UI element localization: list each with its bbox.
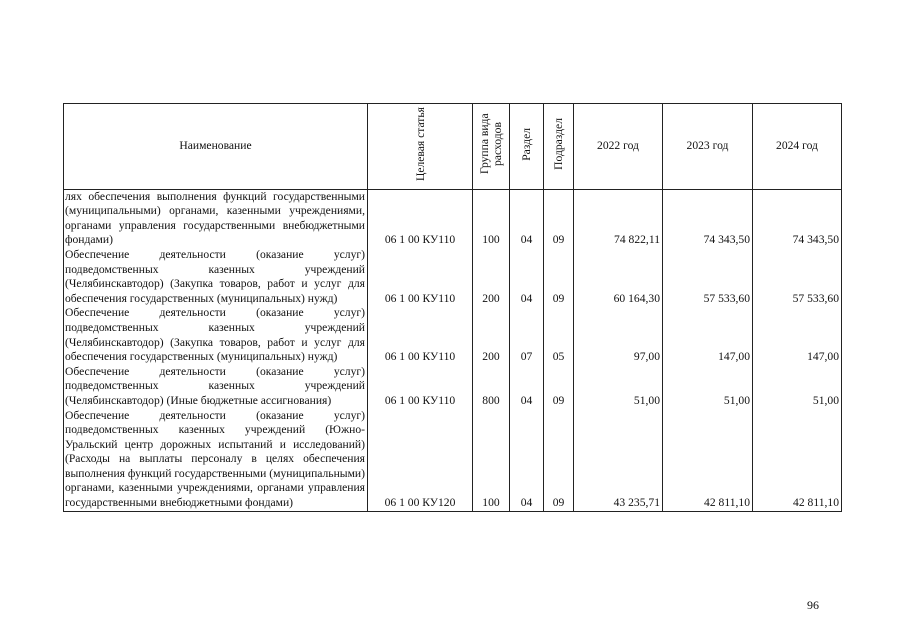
row-target-article: 06 1 00 КУ110 (368, 189, 473, 248)
table-row (64, 306, 842, 364)
row-expense-group: 800 (473, 365, 510, 409)
col-header-2023: 2023 год (663, 104, 753, 190)
row-amount-2024: 42 811,10 (753, 409, 842, 512)
table-row (64, 248, 842, 306)
row-name: лях обеспечения выполнения функций государственными (муниципальными) органами, казенными учреждениями, органами управления государственными внебюджетными фондами) (64, 189, 368, 248)
table-row (64, 365, 842, 409)
row-expense-group: 100 (473, 189, 510, 248)
row-expense-group: 100 (473, 409, 510, 512)
row-amount-2024: 57 533,60 (753, 248, 842, 306)
row-amount-2023: 42 811,10 (663, 409, 753, 512)
row-section: 04 (510, 365, 544, 409)
row-amount-2024: 51,00 (753, 365, 842, 409)
row-subsection: 09 (544, 248, 574, 306)
row-amount-2022: 60 164,30 (574, 248, 663, 306)
row-amount-2023: 57 533,60 (663, 248, 753, 306)
row-name: Обеспечение деятельности (оказание услуг) подведомственных казенных учреждений (Южно-Уральский центр дорожных испытаний и исследований) (Расходы на выплаты персоналу в целях обеспечения выполнения функций государственными (муниципальными) органами, казенными учреждениями, органами управления государственными внебюджетными фондами) (64, 409, 368, 512)
row-amount-2022: 97,00 (574, 306, 663, 364)
budget-table (63, 103, 842, 512)
row-subsection: 09 (544, 189, 574, 248)
page-number: 96 (807, 598, 819, 612)
row-amount-2024: 147,00 (753, 306, 842, 364)
table-row (64, 189, 842, 248)
row-amount-2022: 43 235,71 (574, 409, 663, 512)
col-header-2022: 2022 год (574, 104, 663, 190)
row-amount-2024: 74 343,50 (753, 189, 842, 248)
row-subsection: 05 (544, 306, 574, 364)
col-header-expense-group: Группа вида расходов (473, 104, 510, 190)
row-amount-2023: 147,00 (663, 306, 753, 364)
row-target-article: 06 1 00 КУ110 (368, 248, 473, 306)
row-target-article: 06 1 00 КУ110 (368, 306, 473, 364)
row-amount-2022: 51,00 (574, 365, 663, 409)
row-subsection: 09 (544, 365, 574, 409)
table-row (64, 409, 842, 512)
row-amount-2022: 74 822,11 (574, 189, 663, 248)
row-name: Обеспечение деятельности (оказание услуг) подведомственных казенных учреждений (Челябинскавтодор) (Закупка товаров, работ и услуг для обеспечения государственных (муниципальных) нужд) (64, 248, 368, 306)
row-expense-group: 200 (473, 248, 510, 306)
row-name: Обеспечение деятельности (оказание услуг) подведомственных казенных учреждений (Челябинскавтодор) (Иные бюджетные ассигнования) (64, 365, 368, 409)
row-subsection: 09 (544, 409, 574, 512)
col-header-subsection: Подраздел (544, 104, 574, 190)
row-target-article: 06 1 00 КУ110 (368, 365, 473, 409)
row-expense-group: 200 (473, 306, 510, 364)
row-amount-2023: 74 343,50 (663, 189, 753, 248)
header-row (64, 104, 842, 190)
row-name: Обеспечение деятельности (оказание услуг) подведомственных казенных учреждений (Челябинскавтодор) (Закупка товаров, работ и услуг для обеспечения государственных (муниципальных) нужд) (64, 306, 368, 364)
row-section: 04 (510, 189, 544, 248)
row-amount-2023: 51,00 (663, 365, 753, 409)
col-header-section: Раздел (510, 104, 544, 190)
col-header-name: Наименование (64, 104, 368, 190)
row-target-article: 06 1 00 КУ120 (368, 409, 473, 512)
row-section: 04 (510, 248, 544, 306)
row-section: 04 (510, 409, 544, 512)
row-section: 07 (510, 306, 544, 364)
col-header-target-article: Целевая статья (368, 104, 473, 190)
col-header-2024: 2024 год (753, 104, 842, 190)
